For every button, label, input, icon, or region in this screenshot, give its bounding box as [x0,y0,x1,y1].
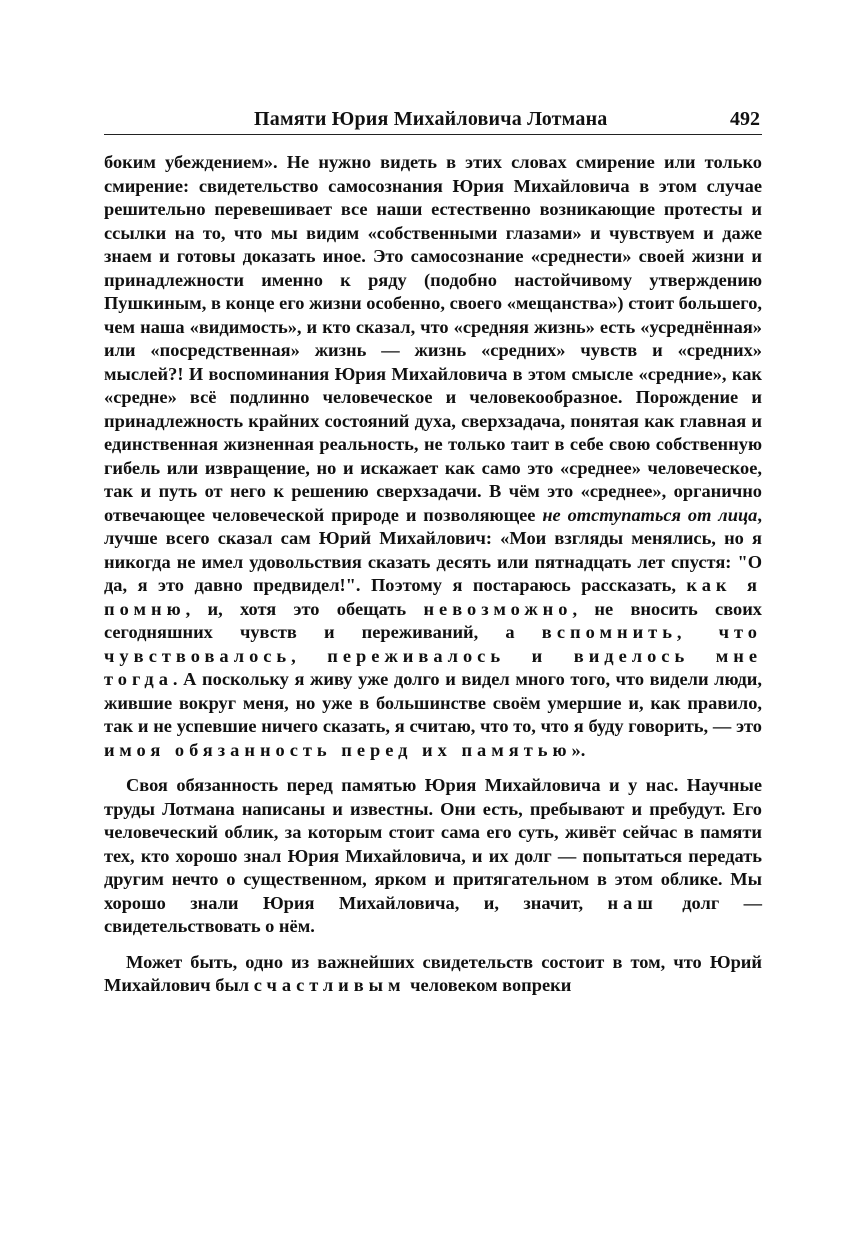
paragraph-2 [104,774,762,939]
spaced-phrase: вспомнить, что чувствовалось, переживалось и виделось мне тогда [104,622,762,689]
book-page [104,100,762,998]
spaced-phrase: невозможно [423,598,573,619]
text-run: , и, хотя это обещать [185,598,424,619]
spaced-phrase: счастливым [253,975,406,995]
spaced-phrase: наш [607,892,658,913]
text-run: человеком вопреки [405,975,572,995]
text-run: Может быть, одно из важнейших свидетельств состоит в том, что Юрий Михайлович был [104,951,762,995]
text-run: , не вносить своих сегодняшних чувств и переживаний, а [104,598,762,642]
text-run: долг — свидетельствовать о нём. [104,892,762,936]
text-run: , лучше всего сказал сам Юрий Михайлович: «Мои взгляды менялись, но я никогда не имел удовольствия сказать десять или пятнадцать лет спустя: "О да, я это давно предвидел!". Поэтому я постараюсь рассказать, [104,504,762,595]
text-run: Своя обязанность перед памятью Юрия Михайловича и у нас. Научные труды Лотмана написаны и известны. Они есть, пребывают и пребудут. Его человеческий облик, за которым стоит сама его суть, живёт сейчас в памяти тех, кто хорошо знал Юрия Михайловича, и их долг — попытаться передать другим нечто о существенном, ярком и притягательном в этом облике. Мы хорошо знали Юрия Михайловича, и, значит, [104,775,762,913]
italic-phrase: не отступаться от лица [542,504,758,525]
spaced-phrase: как я помню [104,575,762,619]
paragraph-3 [104,951,762,998]
paragraph-1 [104,151,762,762]
running-header [104,100,762,135]
text-run: боким убеждением». Не нужно видеть в этих словах смирение или только смирение: свидетельство самосознания Юрия Михайловича в этом случае решительно перевешивает все наши естественно возникающие протесты и ссылки на то, что мы видим «собственными глазами» и чувствуем и даже знаем и готовы доказать иное. Это самосознание «среднести» своей жизни и принадлежности именно к ряду (подобно настойчивому утверждению Пушкиным, в конце его жизни особенно, своего «мещанства») стоит большего, чем наша «видимость», и кто сказал, что «средняя жизнь» есть «усреднённая» или «посредственная» жизнь — жизнь «средних» чувств и «средних» мыслей?! И воспоминания Юрия Михайловича в этом смысле «средние», как «средне» всё подлинно человеческое и человекообразное. Порождение и принадлежность крайних состояний духа, сверхзадача, понятая как главная и единственная жизненная реальность, не только таит в себе свою собственную гибель или извращение, но и искажает как само это «среднее» человеческое, так и путь от него к решению сверхзадачи. В чём это «среднее», органично отвечающее человеческой природе и позволяющее [104,152,762,525]
spaced-phrase: моя обязанность перед их памятью [119,739,572,760]
page-number: 492 [730,108,760,130]
text-run: . А поскольку я живу уже долго и видел много того, что видели люди, жившие вокруг меня, но уже в большинстве своём умершие и, как правило, так и не успевшие ничего сказать, я считаю, что то, что я буду говорить, — это и [104,669,762,760]
running-title: Памяти Юрия Михайловича Лотмана [254,108,608,130]
body-text [104,151,762,998]
text-run: ». [571,739,586,760]
